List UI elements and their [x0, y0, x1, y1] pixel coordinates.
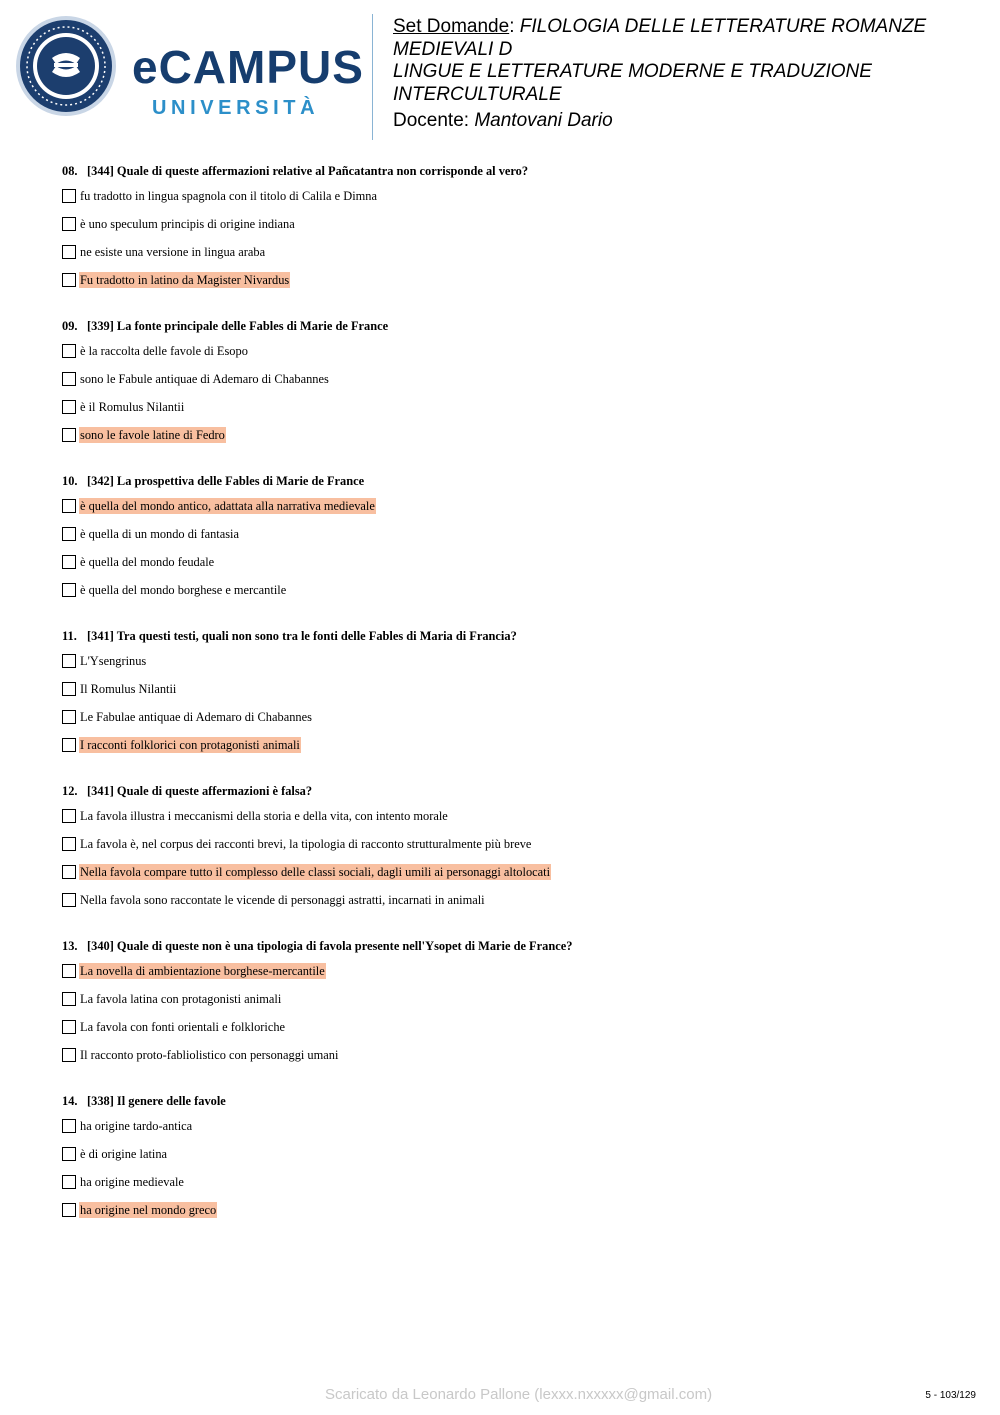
answer-checkbox[interactable] [62, 372, 76, 386]
answer-text: ha origine medievale [80, 1175, 184, 1189]
answer-option [62, 1118, 962, 1146]
answer-option [62, 498, 962, 526]
answer-text-highlighted: sono le favole latine di Fedro [80, 428, 225, 442]
answer-checkbox[interactable] [62, 738, 76, 752]
question-title [62, 937, 962, 955]
answer-text: Le Fabulae antiquae di Ademaro di Chabannes [80, 710, 312, 724]
answer-checkbox[interactable] [62, 1119, 76, 1133]
answer-text: La favola con fonti orientali e folkloriche [80, 1020, 286, 1034]
answer-checkbox[interactable] [62, 964, 76, 978]
answer-option [62, 427, 962, 455]
answer-option [62, 963, 962, 991]
answer-text: è quella di un mondo di fantasia [80, 527, 239, 541]
degree-line-1: LINGUE E LETTERATURE MODERNE E TRADUZIONE [393, 61, 872, 82]
teacher-label: Docente: [393, 110, 470, 131]
answer-checkbox[interactable] [62, 428, 76, 442]
question-number: 14. [62, 1094, 78, 1108]
answer-option [62, 836, 962, 864]
page-footer [0, 1388, 1000, 1408]
answer-text: Il racconto proto-fabliolistico con personaggi umani [80, 1048, 339, 1062]
header-divider [372, 14, 373, 140]
answer-option [62, 737, 962, 765]
answer-checkbox[interactable] [62, 1048, 76, 1062]
answer-option [62, 526, 962, 554]
question-block [62, 162, 962, 300]
answer-text-highlighted: I racconti folklorici con protagonisti animali [80, 738, 300, 752]
answer-checkbox[interactable] [62, 555, 76, 569]
answer-checkbox[interactable] [62, 1147, 76, 1161]
question-number: 10. [62, 474, 78, 488]
answer-option [62, 991, 962, 1019]
answer-checkbox[interactable] [62, 245, 76, 259]
answer-text: Il Romulus Nilantii [80, 682, 177, 696]
answer-text: La favola è, nel corpus dei racconti brevi, la tipologia di racconto strutturalmente più breve [80, 837, 532, 851]
answer-text: sono le Fabule antiquae di Ademaro di Chabannes [80, 372, 329, 386]
answer-checkbox[interactable] [62, 682, 76, 696]
answer-checkbox[interactable] [62, 1020, 76, 1034]
question-block [62, 317, 962, 455]
answer-option [62, 1174, 962, 1202]
answer-checkbox[interactable] [62, 499, 76, 513]
teacher-name: Mantovani Dario [474, 110, 613, 131]
question-title [62, 472, 962, 490]
answer-text-highlighted: Fu tradotto in latino da Magister Nivardus [80, 273, 290, 287]
answer-checkbox[interactable] [62, 837, 76, 851]
answer-checkbox[interactable] [62, 344, 76, 358]
answer-text: ne esiste una versione in lingua araba [80, 245, 266, 259]
answer-checkbox[interactable] [62, 400, 76, 414]
header-course-info: Set Domande: FILOLOGIA DELLE LETTERATURE ROMANZE MEDIEVALI D LINGUE E LETTERATURE MODERNE E TRADUZIONE INTERCULTURALE Docente: Mantovani Dario [393, 16, 983, 133]
question-block [62, 1092, 962, 1230]
answer-option [62, 188, 962, 216]
answer-text: La favola illustra i meccanismi della storia e della vita, con intento morale [80, 809, 448, 823]
page-number: 5 - 103/129 [925, 1390, 976, 1401]
question-number: 08. [62, 164, 78, 178]
answer-option [62, 371, 962, 399]
question-number: 12. [62, 784, 78, 798]
question-text: [339] La fonte principale delle Fables di Marie de France [87, 319, 389, 333]
question-block [62, 782, 962, 920]
question-block [62, 472, 962, 610]
answer-option [62, 244, 962, 272]
answer-text-highlighted: ha origine nel mondo greco [80, 1203, 217, 1217]
answer-option [62, 1146, 962, 1174]
question-list [62, 162, 962, 1247]
answer-checkbox[interactable] [62, 583, 76, 597]
question-number: 09. [62, 319, 78, 333]
answer-checkbox[interactable] [62, 992, 76, 1006]
question-text: [341] Tra questi testi, quali non sono tra le fonti delle Fables di Maria di Francia? [87, 629, 517, 643]
answer-option [62, 399, 962, 427]
download-watermark: Scaricato da Leonardo Pallone (lexxx.nxxxxx@gmail.com) [325, 1386, 713, 1403]
set-label: Set Domande [393, 16, 510, 37]
answer-checkbox[interactable] [62, 654, 76, 668]
question-number: 11. [62, 629, 77, 643]
ecampus-logo [14, 14, 364, 119]
question-text: [342] La prospettiva delle Fables di Marie de France [87, 474, 365, 488]
question-text: [340] Quale di queste non è una tipologia di favola presente nell'Ysopet di Marie de France? [87, 939, 573, 953]
answer-text: ha origine tardo-antica [80, 1119, 193, 1133]
answer-option [62, 864, 962, 892]
answer-text: è il Romulus Nilantii [80, 400, 185, 414]
answer-option [62, 343, 962, 371]
answer-checkbox[interactable] [62, 893, 76, 907]
question-title [62, 627, 962, 645]
answer-option [62, 709, 962, 737]
answer-option [62, 554, 962, 582]
ecampus-emblem-icon [14, 14, 118, 118]
question-block [62, 627, 962, 765]
answer-text: L'Ysengrinus [80, 654, 147, 668]
answer-option [62, 582, 962, 610]
answer-option [62, 653, 962, 681]
question-title [62, 162, 962, 180]
answer-checkbox[interactable] [62, 710, 76, 724]
answer-checkbox[interactable] [62, 1203, 76, 1217]
logo-brand-text: eCAMPUS [132, 41, 364, 93]
question-text: [338] Il genere delle favole [87, 1094, 226, 1108]
course-line-1: FILOLOGIA DELLE LETTERATURE ROMANZE [519, 16, 927, 37]
question-block [62, 937, 962, 1075]
course-line-2: MEDIEVALI D [393, 38, 513, 60]
answer-text-highlighted: è quella del mondo antico, adattata alla narrativa medievale [80, 499, 375, 513]
answer-option [62, 681, 962, 709]
answer-checkbox[interactable] [62, 273, 76, 287]
question-title [62, 317, 962, 335]
question-text: [344] Quale di queste affermazioni relative al Pañcatantra non corrisponde al vero? [87, 164, 529, 178]
degree-line-2: INTERCULTURALE [393, 83, 562, 105]
answer-checkbox[interactable] [62, 527, 76, 541]
question-title [62, 1092, 962, 1110]
answer-option [62, 892, 962, 920]
answer-text: Nella favola sono raccontate le vicende di personaggi astratti, incarnati in animali [80, 893, 485, 907]
answer-option [62, 272, 962, 300]
answer-option [62, 216, 962, 244]
answer-text-highlighted: Nella favola compare tutto il complesso delle classi sociali, dagli umili ai personaggi altolocati [80, 865, 551, 879]
answer-text: fu tradotto in lingua spagnola con il titolo di Calila e Dimna [80, 189, 377, 203]
page-header [0, 0, 1000, 150]
answer-checkbox[interactable] [62, 217, 76, 231]
answer-text: è quella del mondo borghese e mercantile [80, 583, 287, 597]
answer-option [62, 1019, 962, 1047]
answer-checkbox[interactable] [62, 1175, 76, 1189]
question-number: 13. [62, 939, 78, 953]
answer-text-highlighted: La novella di ambientazione borghese-mercantile [80, 964, 325, 978]
answer-option [62, 1202, 962, 1230]
answer-checkbox[interactable] [62, 865, 76, 879]
answer-checkbox[interactable] [62, 809, 76, 823]
answer-text: è la raccolta delle favole di Esopo [80, 344, 248, 358]
answer-option [62, 808, 962, 836]
question-text: [341] Quale di queste affermazioni è falsa? [87, 784, 313, 798]
answer-text: è di origine latina [80, 1147, 168, 1161]
answer-text: è uno speculum principis di origine indiana [80, 217, 295, 231]
answer-text: La favola latina con protagonisti animali [80, 992, 282, 1006]
answer-option [62, 1047, 962, 1075]
answer-checkbox[interactable] [62, 189, 76, 203]
logo-subtitle-text: UNIVERSITÀ [152, 97, 320, 119]
answer-text: è quella del mondo feudale [80, 555, 215, 569]
question-title [62, 782, 962, 800]
